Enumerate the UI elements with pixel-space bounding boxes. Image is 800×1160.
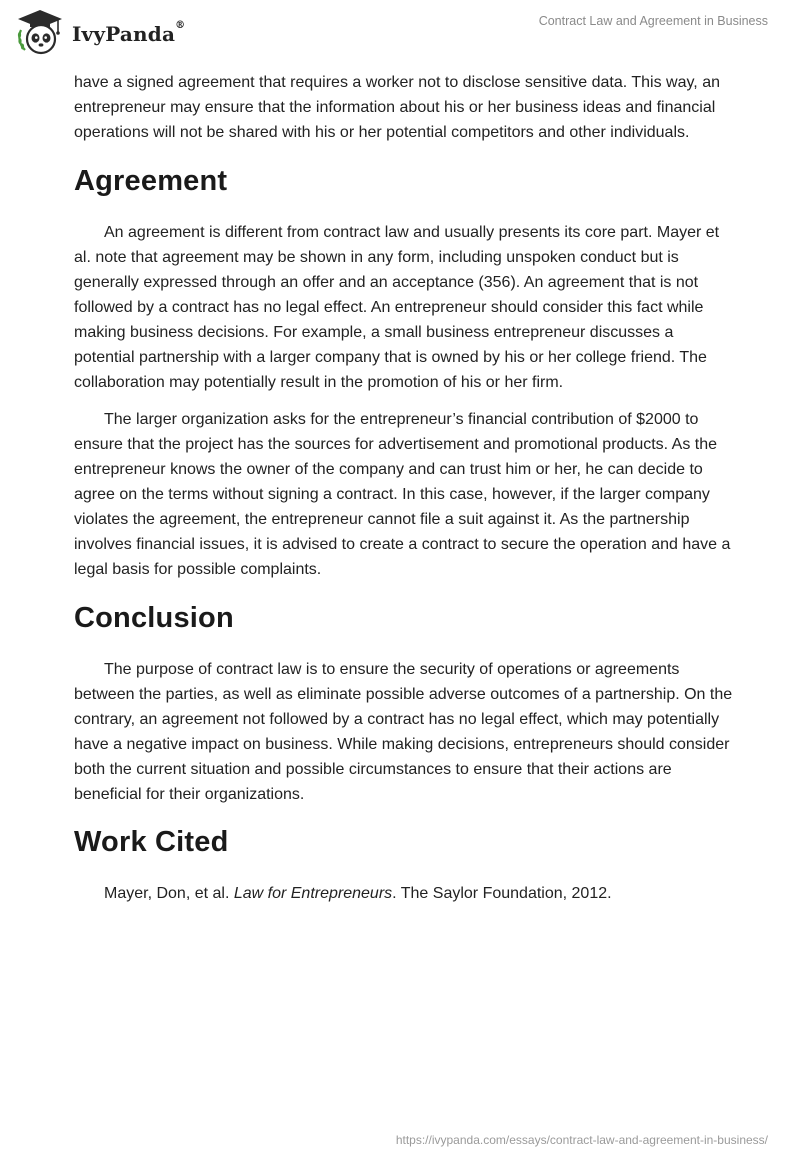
citation-authors: Mayer, Don, et al. <box>104 885 234 902</box>
document-title: Contract Law and Agreement in Business <box>538 14 768 28</box>
heading-work-cited: Work Cited <box>74 826 229 858</box>
intro-paragraph: have a signed agreement that requires a worker not to disclose sensitive data. This way, an entrepreneur may ensure that the information about his or her business ideas and financial operations will not be shared with his or her potential competitors and other individuals. <box>74 74 720 141</box>
heading-agreement: Agreement <box>74 165 228 197</box>
agreement-paragraph-1: An agreement is different from contract law and usually presents its core part. Mayer et al. note that agreement may be shown in any form, including unspoken conduct but is generally expressed through an offer and an acceptance (356). An agreement that is not followed by a contract has no legal effect. An entrepreneur should consider this fact while making business decisions. For example, a small business entrepreneur discusses a potential partnership with a larger company that is owned by his or her college friend. The collaboration may potentially result in the promotion of his or her firm. <box>74 224 720 391</box>
citation-publisher: . The Saylor Foundation, 2012. <box>392 885 612 902</box>
essay-body <box>74 70 734 906</box>
citation-title: Law for Entrepreneurs <box>233 885 393 902</box>
page-header <box>0 0 800 60</box>
citation-entry <box>74 881 734 906</box>
agreement-paragraph-2: The larger organization asks for the entrepreneur’s financial contribution of $2000 to ensure that the project has the sources for advertisement and promotional products. As the entrepreneur knows the owner of the company and can trust him or her, he can decide to agree on the terms without signing a contract. In this case, however, if the larger company violates the agreement, the entrepreneur cannot file a suit against it. As the partnership involves financial issues, it is advised to create a contract to secure the operation and have a legal basis for possible complaints. <box>74 411 731 578</box>
ivypanda-logo[interactable] <box>14 8 185 56</box>
heading-conclusion: Conclusion <box>74 602 234 634</box>
panda-graduate-icon <box>14 8 66 56</box>
conclusion-paragraph: The purpose of contract law is to ensure the security of operations or agreements between the parties, as well as eliminate possible adverse outcomes of a partnership. On the contrary, an agreement not followed by a contract has no legal effect, which may potentially have a negative impact on business. While making decisions, entrepreneurs should consider both the current situation and possible circumstances to ensure that their actions are beneficial for their organizations. <box>74 661 733 803</box>
brand-name: IvyPanda® <box>72 20 186 46</box>
source-url[interactable]: https://ivypanda.com/essays/contract-law-and-agreement-in-business/ <box>395 1133 768 1147</box>
